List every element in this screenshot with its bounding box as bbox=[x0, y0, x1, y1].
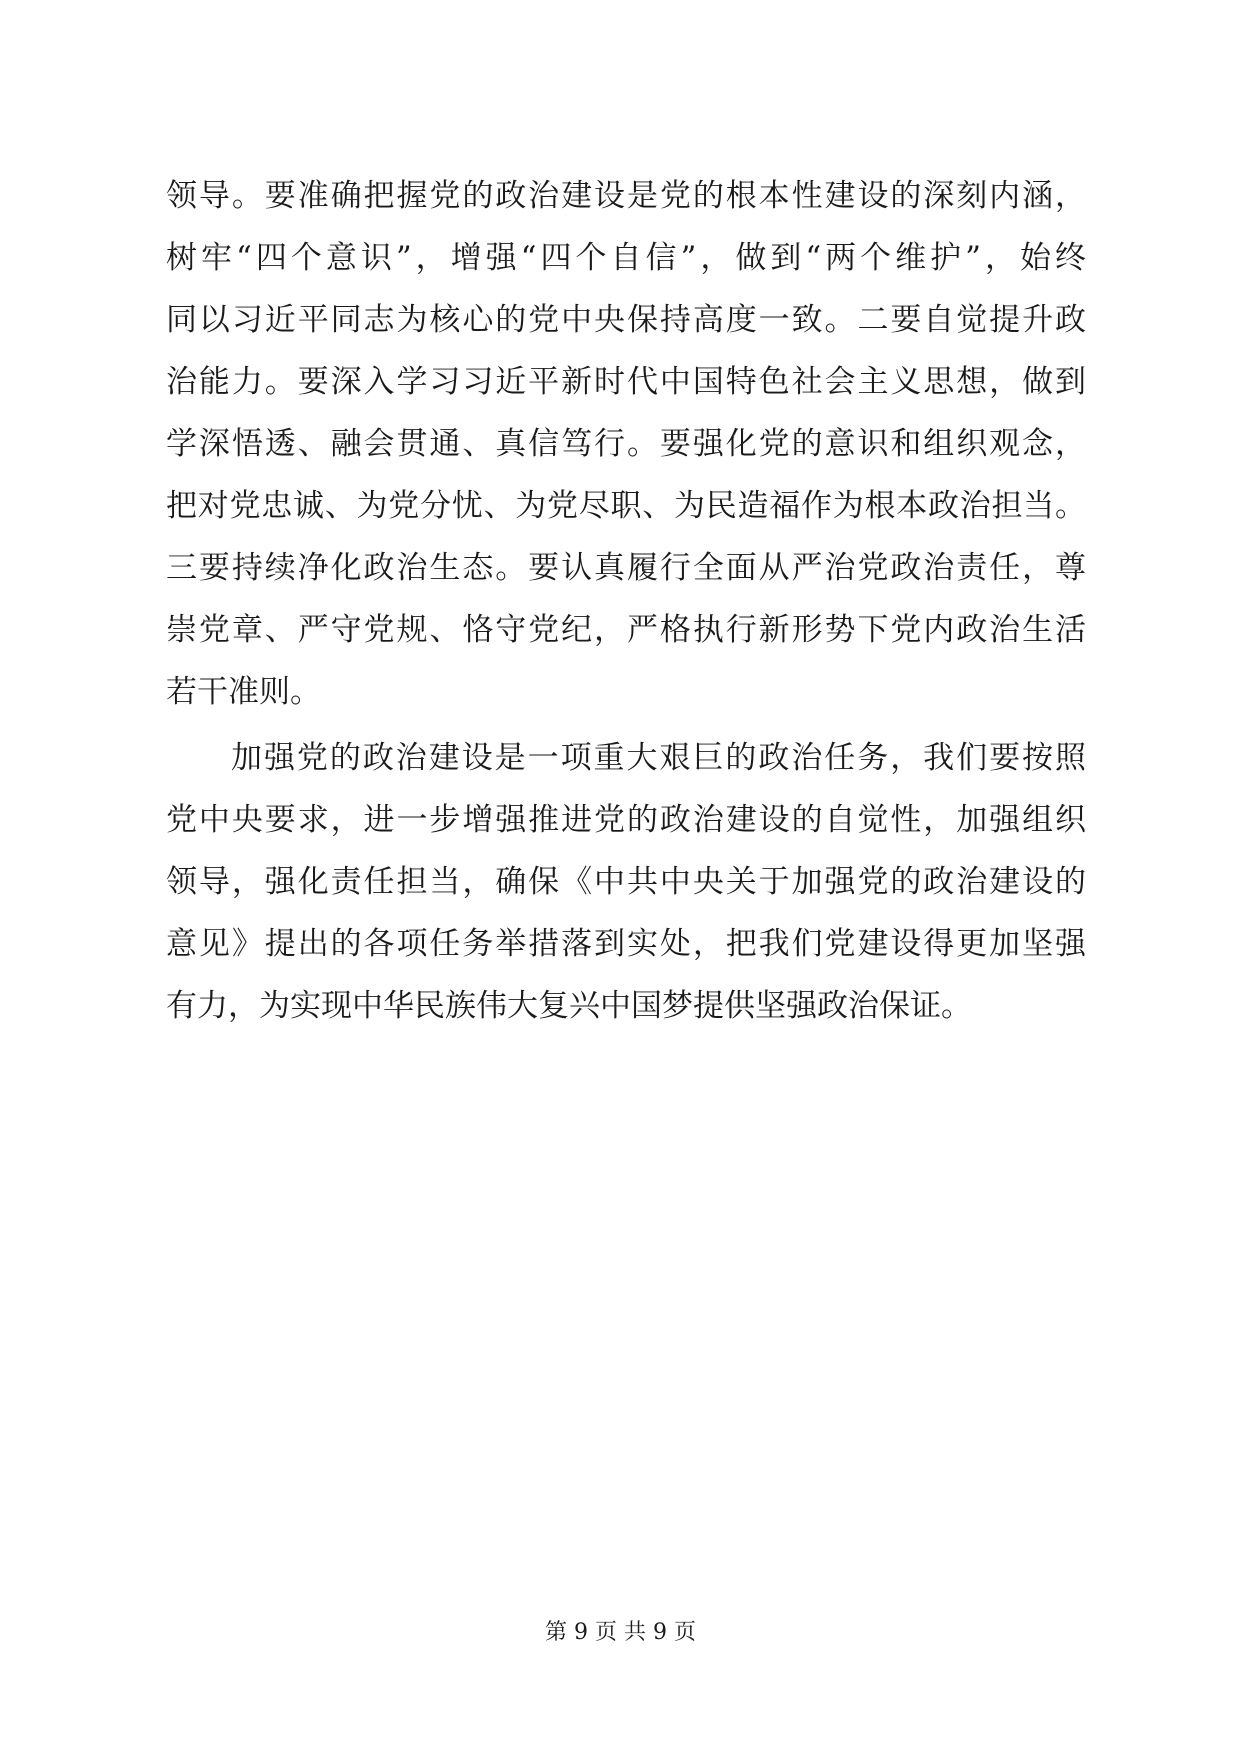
paragraph-line: 崇党章、严守党规、恪守党纪，严格执行新形势下党内政治生活 bbox=[166, 612, 1086, 648]
document-body bbox=[166, 165, 1086, 1037]
paragraph-line: 加强党的政治建设是一项重大艰巨的政治任务，我们要按照 bbox=[231, 740, 1086, 776]
paragraph-line: 领导，强化责任担当，确保《中共中央关于加强党的政治建设的 bbox=[166, 864, 1086, 900]
paragraph-line: 意见》提出的各项任务举措落到实处，把我们党建设得更加坚强 bbox=[166, 926, 1086, 962]
page-footer: 第 9 页 共 9 页 bbox=[545, 1620, 696, 1645]
paragraph-line: 同以习近平同志为核心的党中央保持高度一致。二要自觉提升政 bbox=[166, 302, 1086, 338]
paragraph-line: 把对党忠诚、为党分忧、为党尽职、为民造福作为根本政治担当。 bbox=[166, 488, 1086, 524]
paragraph-line: 三要持续净化政治生态。要认真履行全面从严治党政治责任，尊 bbox=[166, 550, 1086, 586]
paragraph-2 bbox=[166, 727, 1086, 1037]
paragraph-line: 学深悟透、融会贯通、真信笃行。要强化党的意识和组织观念， bbox=[166, 426, 1086, 462]
paragraph-line: 党中央要求，进一步增强推进党的政治建设的自觉性，加强组织 bbox=[166, 802, 1086, 838]
paragraph-1 bbox=[166, 165, 1086, 723]
paragraph-line: 领导。要准确把握党的政治建设是党的根本性建设的深刻内涵， bbox=[166, 178, 1086, 214]
paragraph-line: 若干准则。 bbox=[166, 674, 321, 710]
paragraph-line: 树牢“四个意识”，增强“四个自信”，做到“两个维护”，始终 bbox=[166, 240, 1086, 276]
paragraph-line: 有力，为实现中华民族伟大复兴中国梦提供坚强政治保证。 bbox=[166, 988, 972, 1024]
paragraph-line: 治能力。要深入学习习近平新时代中国特色社会主义思想，做到 bbox=[166, 364, 1086, 400]
